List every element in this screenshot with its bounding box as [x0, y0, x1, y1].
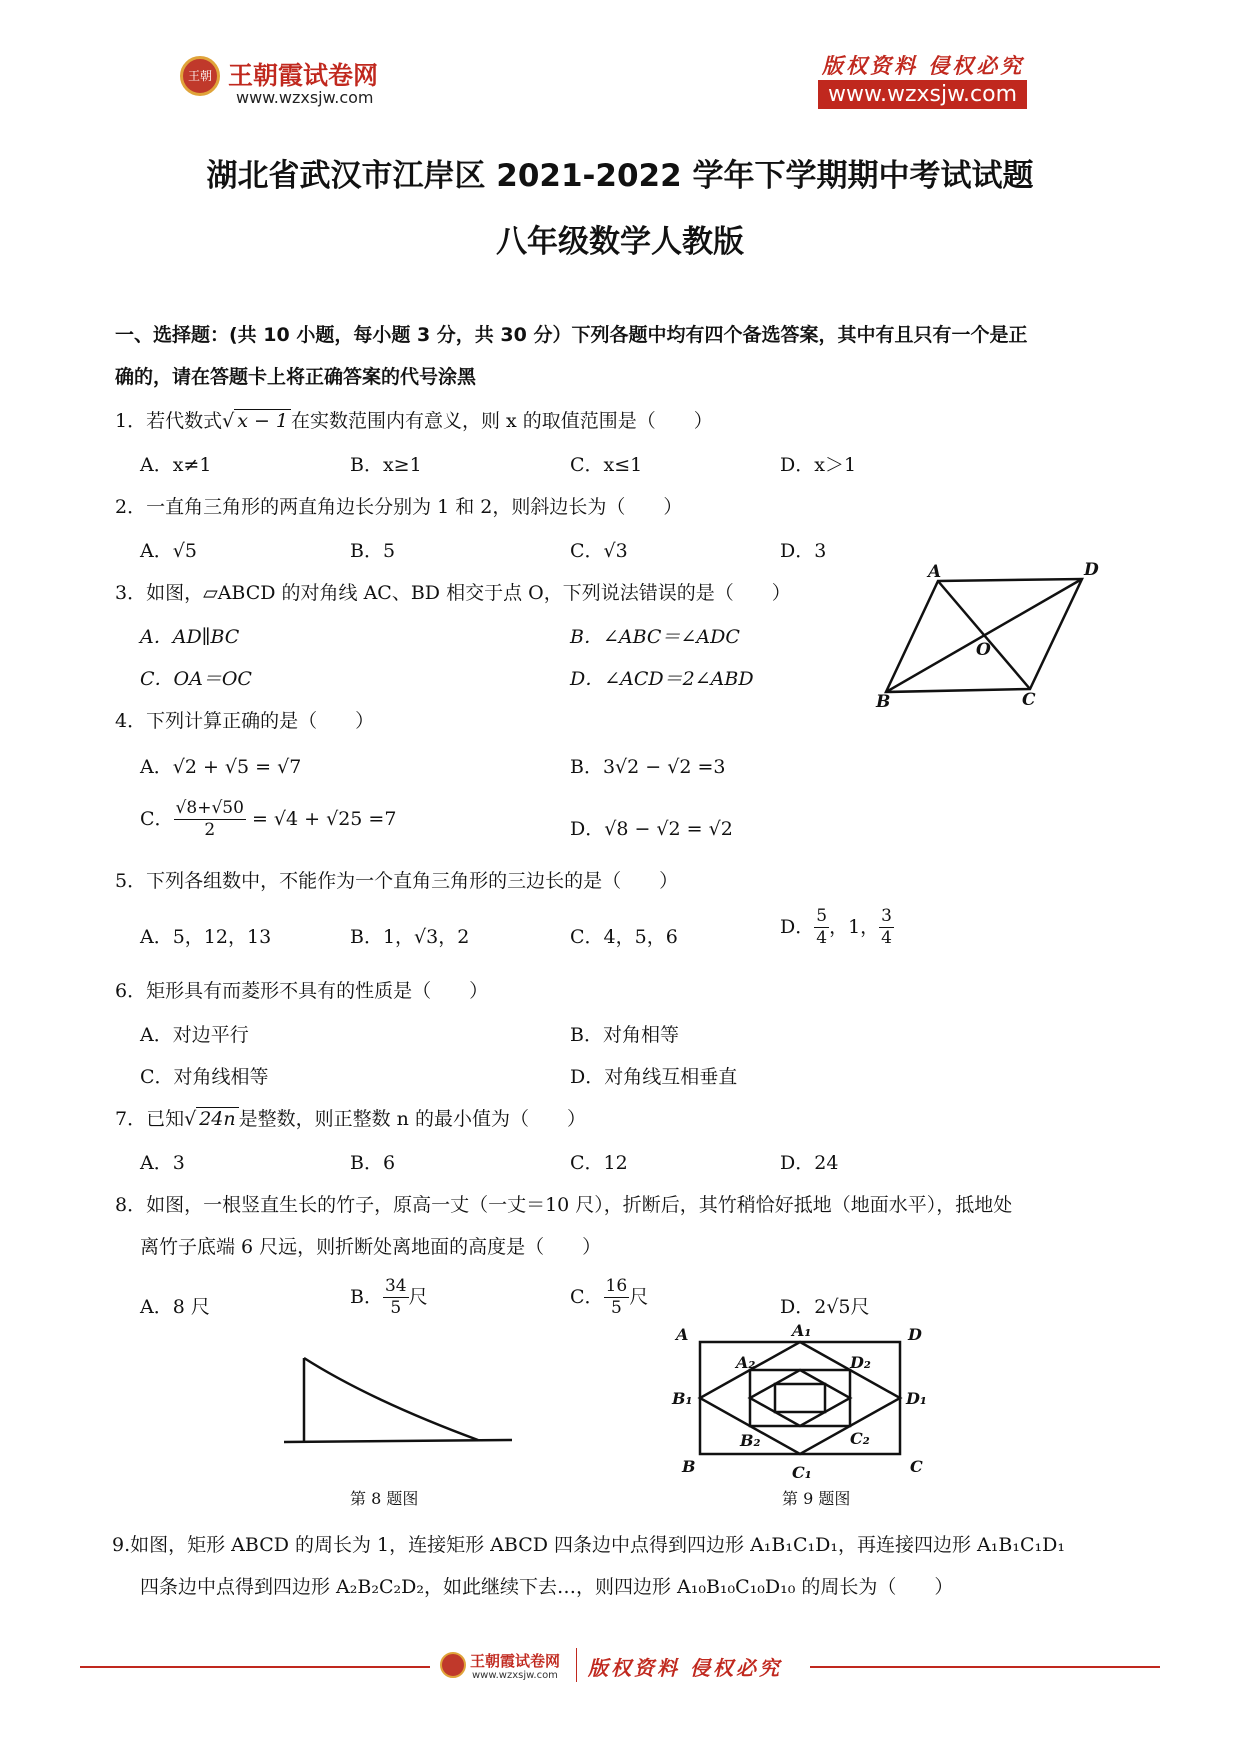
q1-option-a: A．x≠1 [140, 454, 212, 476]
q7-option-a: A．3 [140, 1152, 185, 1174]
bamboo-figure [280, 1350, 520, 1450]
brand-name: 王朝霞试卷网 [228, 61, 379, 90]
question-9-line2: 四条边中点得到四边形 A₂B₂C₂D₂，如此继续下去…，则四边形 A₁₀B₁₀C₁₀D₁₀ 的周长为（ ） [140, 1576, 954, 1598]
section-heading-line1: 一、选择题：(共 10 小题，每小题 3 分，共 30 分）下列各题中均有四个备选答案，其中有且只有一个是正 [115, 324, 1028, 346]
q5-d-denominator-2: 4 [881, 928, 892, 949]
q7-radicand: 24n [196, 1107, 238, 1130]
q8-c-numerator: 16 [604, 1276, 630, 1298]
q1-option-d: D．x＞1 [780, 454, 857, 476]
footer-copyright: 版权资料 侵权必究 [588, 1656, 782, 1680]
q3-option-c: C．OA＝OC [140, 668, 252, 690]
label-d1: D₁ [906, 1389, 927, 1408]
rhombus-a3b3c3d3 [750, 1370, 850, 1426]
label-b: B [876, 692, 891, 712]
sqrt-sign: √ [222, 410, 235, 432]
label-c1: C₁ [792, 1463, 812, 1482]
q5-d-label: D． [780, 915, 815, 938]
q2-option-d: D．3 [780, 540, 827, 562]
label-a2: A₂ [736, 1353, 756, 1372]
q5-d-denominator-1: 4 [816, 928, 828, 949]
label-o: O [976, 640, 991, 660]
q4-c-denominator: 2 [204, 820, 216, 841]
q6-option-c: C．对角线相等 [140, 1066, 269, 1088]
label-b: B [682, 1457, 696, 1476]
q8-b-denominator: 5 [390, 1298, 402, 1319]
footer-divider-left [80, 1666, 430, 1668]
q1-option-c: C．x≤1 [570, 454, 643, 476]
figure-9-caption: 第 9 题图 [782, 1489, 851, 1508]
q4-option-d: D．√8 − √2 = √2 [570, 818, 733, 840]
label-b2: B₂ [740, 1431, 761, 1450]
q4-option-b: B．3√2 − √2 =3 [570, 756, 726, 778]
q8-option-b [350, 1276, 428, 1320]
label-d: D [1084, 560, 1099, 580]
q3-option-b: B．∠ABC＝∠ADC [570, 626, 740, 648]
section-heading-line2: 确的，请在答题卡上将正确答案的代号涂黑 [115, 366, 477, 388]
page-subtitle: 八年级数学人教版 [496, 224, 744, 260]
footer-brand: 王朝霞试卷网 [470, 1652, 561, 1670]
footer-divider-right [810, 1666, 1160, 1668]
q3-option-d: D．∠ACD＝2∠ABD [570, 668, 754, 690]
label-c2: C₂ [850, 1429, 870, 1448]
q8-c-label: C． [570, 1285, 604, 1308]
question-2: 2．一直角三角形的两直角边长分别为 1 和 2，则斜边长为（ ） [115, 496, 683, 518]
rectangle-a2b2c2d2 [750, 1370, 850, 1426]
q5-option-a: A．5，12，13 [140, 926, 272, 948]
q4-c-label: C． [140, 807, 174, 830]
q4-c-numerator: √8+√50 [174, 798, 246, 820]
question-8-line1: 8．如图，一根竖直生长的竹子，原高一丈（一丈＝10 尺），折断后，其竹稍恰好抵地（地面水平），抵地处 [115, 1194, 1013, 1216]
q8-b-numerator: 34 [383, 1276, 409, 1298]
q8-option-d: D．2√5尺 [780, 1296, 870, 1318]
q5-d-numerator-2: 3 [879, 906, 894, 928]
q8-option-a: A．8 尺 [140, 1296, 210, 1318]
q8-b-fraction [383, 1276, 409, 1320]
q2-option-b: B．5 [350, 540, 396, 562]
question-3: 3．如图，▱ABCD 的对角线 AC、BD 相交于点 O，下列说法错误的是（ ） [115, 582, 791, 604]
question-4: 4．下列计算正确的是（ ） [115, 710, 375, 732]
question-6: 6．矩形具有而菱形不具有的性质是（ ） [115, 980, 489, 1002]
q1-suffix: 在实数范围内有意义，则 x 的取值范围是（ ） [291, 410, 713, 432]
label-d: D [908, 1325, 922, 1344]
brand-url: www.wzxsjw.com [236, 88, 374, 107]
q5-d-middle: ，1， [829, 915, 880, 938]
q6-option-b: B．对角相等 [570, 1024, 679, 1046]
q8-b-unit: 尺 [408, 1285, 428, 1308]
q7-option-d: D．24 [780, 1152, 839, 1174]
page-title: 湖北省武汉市江岸区 2021-2022 学年下学期期中考试试题 [206, 158, 1034, 194]
footer-logo-icon [440, 1652, 466, 1678]
header-url-box: www.wzxsjw.com [818, 80, 1027, 109]
q8-c-unit: 尺 [629, 1285, 649, 1308]
q7-prefix: 7．已知 [115, 1108, 185, 1130]
question-9-line1: 9.如图，矩形 ABCD 的周长为 1，连接矩形 ABCD 四条边中点得到四边形 A₁B₁C₁D₁，再连接四边形 A₁B₁C₁D₁ [112, 1534, 1065, 1556]
q8-c-fraction [604, 1276, 630, 1320]
q1-option-b: B．x≥1 [350, 454, 422, 476]
copyright-notice: 版权资料 侵权必究 [822, 53, 1025, 78]
q4-c-rest: = √4 + √25 =7 [251, 807, 397, 830]
q7-option-c: C．12 [570, 1152, 628, 1174]
q5-option-d [780, 906, 894, 950]
q3-option-a: A．AD∥BC [140, 626, 240, 648]
q5-option-c: C．4，5，6 [570, 926, 678, 948]
q2-option-a: A．√5 [140, 540, 197, 562]
question-8-line2: 离竹子底端 6 尺远，则折断处离地面的高度是（ ） [140, 1236, 602, 1258]
question-1 [115, 406, 713, 433]
q1-prefix: 1．若代数式 [115, 410, 223, 432]
q8-c-denominator: 5 [610, 1298, 622, 1319]
q5-option-b: B．1，√3，2 [350, 926, 470, 948]
label-a1: A₁ [792, 1322, 812, 1340]
label-c: C [1022, 690, 1036, 710]
q2-option-c: C．√3 [570, 540, 628, 562]
question-7 [115, 1104, 586, 1131]
q8-option-c [570, 1276, 648, 1320]
figure-8-caption: 第 8 题图 [350, 1489, 419, 1508]
q4-option-c [140, 798, 396, 842]
q4-option-a: A．√2 + √5 = √7 [140, 756, 302, 778]
q6-option-d: D．对角线互相垂直 [570, 1066, 738, 1088]
q7-suffix: 是整数，则正整数 n 的最小值为（ ） [238, 1108, 586, 1130]
q4-c-fraction [174, 798, 246, 842]
q1-radicand: x − 1 [234, 409, 291, 432]
bamboo-broken-part [304, 1358, 478, 1440]
label-a: A [928, 562, 942, 582]
rectangle-a4b4c4d4 [775, 1384, 825, 1412]
question-5: 5．下列各组数中，不能作为一个直角三角形的三边长的是（ ） [115, 870, 679, 892]
parallelogram-figure [870, 555, 1110, 715]
q5-d-numerator-1: 5 [814, 906, 829, 928]
label-c: C [910, 1457, 923, 1476]
label-d2: D₂ [850, 1353, 871, 1372]
footer-separator [576, 1648, 577, 1682]
q7-option-b: B．6 [350, 1152, 396, 1174]
label-a: A [676, 1325, 689, 1344]
q5-d-fraction-1 [814, 906, 829, 950]
nested-quadrilaterals-figure [670, 1322, 950, 1482]
footer-url: www.wzxsjw.com [472, 1670, 558, 1681]
q8-b-label: B． [350, 1285, 383, 1308]
label-b1: B₁ [672, 1389, 693, 1408]
sqrt-sign: √ [184, 1108, 197, 1130]
diagonal-bd [886, 579, 1082, 692]
q6-option-a: A．对边平行 [140, 1024, 249, 1046]
logo-badge: 王朝霞 [180, 56, 220, 96]
q5-d-fraction-2 [879, 906, 894, 950]
